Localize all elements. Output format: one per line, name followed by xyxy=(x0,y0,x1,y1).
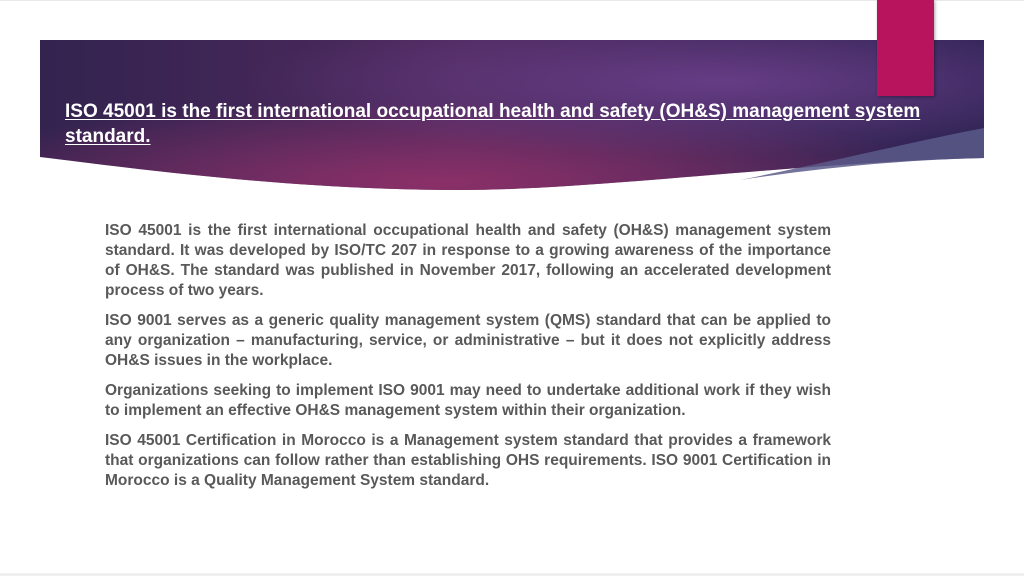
paragraph-additional-work: Organizations seeking to implement ISO 9001 may need to undertake additional work if they wish to implement an effective OH&S management system within their organization. xyxy=(105,382,831,419)
accent-tab xyxy=(877,0,934,96)
slide-title: ISO 45001 is the first international occupational health and safety (OH&S) management system standard. xyxy=(65,101,921,147)
paragraph-iso-9001-qms: ISO 9001 serves as a generic quality management system (QMS) standard that can be applied to any organization – manufacturing, service, or administrative – but it does not explicitly address OH&S issues in the workplace. xyxy=(105,312,831,369)
paragraph-morocco-certification: ISO 45001 Certification in Morocco is a Management system standard that provides a framework that organizations can follow rather than establishing OHS requirements. ISO 9001 Certification in Morocco is a Quality Management System standard. xyxy=(105,432,831,489)
paragraph-iso-45001-intro: ISO 45001 is the first international occupational health and safety (OH&S) management system standard. It was developed by ISO/TC 207 in response to a growing awareness of the importance of OH&S. The standard was published in November 2017, following an accelerated development process of two years. xyxy=(105,222,831,299)
top-divider xyxy=(0,0,1024,1)
slide-body xyxy=(105,221,831,501)
